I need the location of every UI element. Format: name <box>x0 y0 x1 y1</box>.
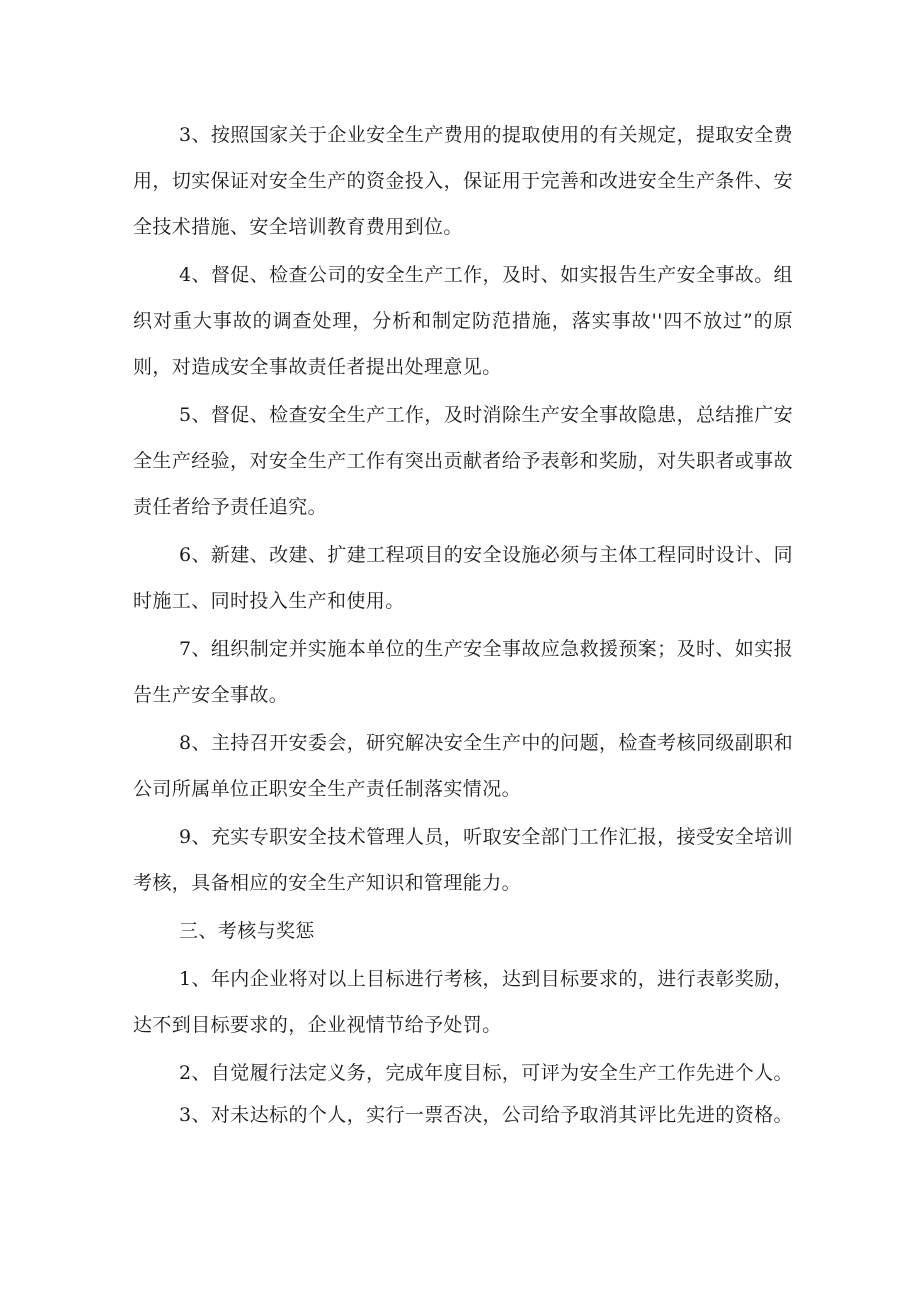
paragraph-item-7: 7、组织制定并实施本单位的生产安全事故应急救援预案；及时、如实报告生产安全事故。 <box>133 638 793 706</box>
section-heading-assessment: 三、考核与奖惩 <box>179 920 315 942</box>
paragraph-assessment-2: 2、自觉履行法定义务，完成年度目标，可评为安全生产工作先进个人。 <box>179 1062 793 1084</box>
paragraph-assessment-1: 1、年内企业将对以上目标进行考核，达到目标要求的，进行表彰奖励，达不到目标要求的，企业视情节给予处罚。 <box>133 968 793 1036</box>
paragraph-item-4: 4、督促、检查公司的安全生产工作，及时、如实报告生产安全事故。组织对重大事故的调查处理，分析和制定防范措施，落实事故''四不放过”的原则，对造成安全事故责任者提出处理意见。 <box>133 264 793 378</box>
paragraph-item-6: 6、新建、改建、扩建工程项目的安全设施必须与主体工程同时设计、同时施工、同时投入生产和使用。 <box>133 544 793 612</box>
paragraph-item-3: 3、按照国家关于企业安全生产费用的提取使用的有关规定，提取安全费用，切实保证对安全生产的资金投入，保证用于完善和改进安全生产条件、安全技术措施、安全培训教育费用到位。 <box>133 124 793 238</box>
paragraph-item-9: 9、充实专职安全技术管理人员，听取安全部门工作汇报，接受安全培训考核，具备相应的安全生产知识和管理能力。 <box>133 826 793 894</box>
paragraph-item-5: 5、督促、检查安全生产工作，及时消除生产安全事故隐患，总结推广安全生产经验，对安全生产工作有突出贡献者给予表彰和奖励，对失职者或事故责任者给予责任追究。 <box>133 404 793 518</box>
paragraph-assessment-3: 3、对未达标的个人，实行一票否决，公司给予取消其评比先进的资格。 <box>179 1104 793 1126</box>
paragraph-item-8: 8、主持召开安委会，研究解决安全生产中的问题，检查考核同级副职和公司所属单位正职安全生产责任制落实情况。 <box>133 732 793 800</box>
document-body <box>133 112 793 1138</box>
